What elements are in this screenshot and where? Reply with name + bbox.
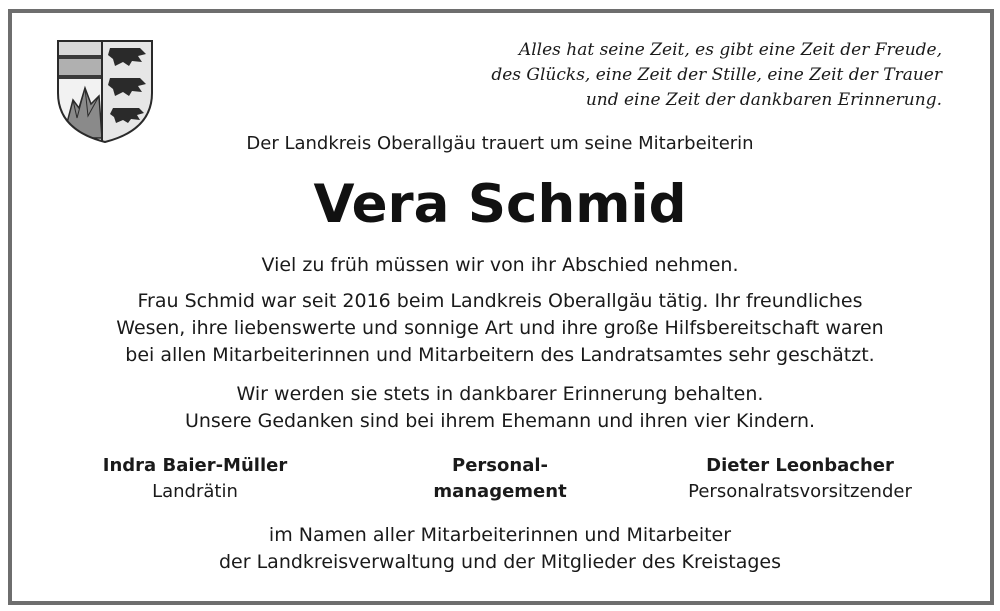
paragraph-line: Frau Schmid war seit 2016 beim Landkreis Oberallgäu tätig. Ihr freundliches [137,290,863,312]
footer-text [0,522,1000,576]
intro-text: Der Landkreis Oberallgäu trauert um seine Mitarbeiterin [246,133,754,154]
quote-block [382,38,942,113]
footer-line: im Namen aller Mitarbeiterinnen und Mitarbeiter [268,524,732,546]
signatory-right [660,453,940,505]
signatory-name: Personal- [452,455,548,476]
coat-of-arms-icon [55,38,155,144]
quote-line: des Glücks, eine Zeit der Stille, eine Zeit der Trauer [491,65,942,85]
footer-line: der Landkreisverwaltung und der Mitglieder des Kreistages [218,551,781,573]
paragraph-remembrance [0,381,1000,435]
quote-line: und eine Zeit der dankbaren Erinnerung. [585,90,942,110]
signatory-role: Landrätin [152,481,238,502]
paragraph-tribute [0,288,1000,369]
paragraph-line: bei allen Mitarbeiterinnen und Mitarbeitern des Landratsamtes sehr geschätzt. [125,344,875,366]
signatory-middle [365,453,635,505]
deceased-name: Vera Schmid [313,174,687,235]
signatory-role: management [433,481,567,502]
paragraph-line: Unsere Gedanken sind bei ihrem Ehemann und ihren vier Kindern. [184,410,816,432]
signatory-left [60,453,330,505]
signatory-role: Personalratsvorsitzender [688,481,912,502]
paragraph-farewell: Viel zu früh müssen wir von ihr Abschied nehmen. [261,254,739,276]
signatory-name: Dieter Leonbacher [706,455,894,476]
paragraph-line: Wesen, ihre liebenswerte und sonnige Art und ihre große Hilfsbereitschaft waren [116,317,884,339]
paragraph-line: Wir werden sie stets in dankbarer Erinnerung behalten. [236,383,764,405]
signatory-name: Indra Baier-Müller [102,455,288,476]
quote-line: Alles hat seine Zeit, es gibt eine Zeit der Freude, [518,40,942,60]
